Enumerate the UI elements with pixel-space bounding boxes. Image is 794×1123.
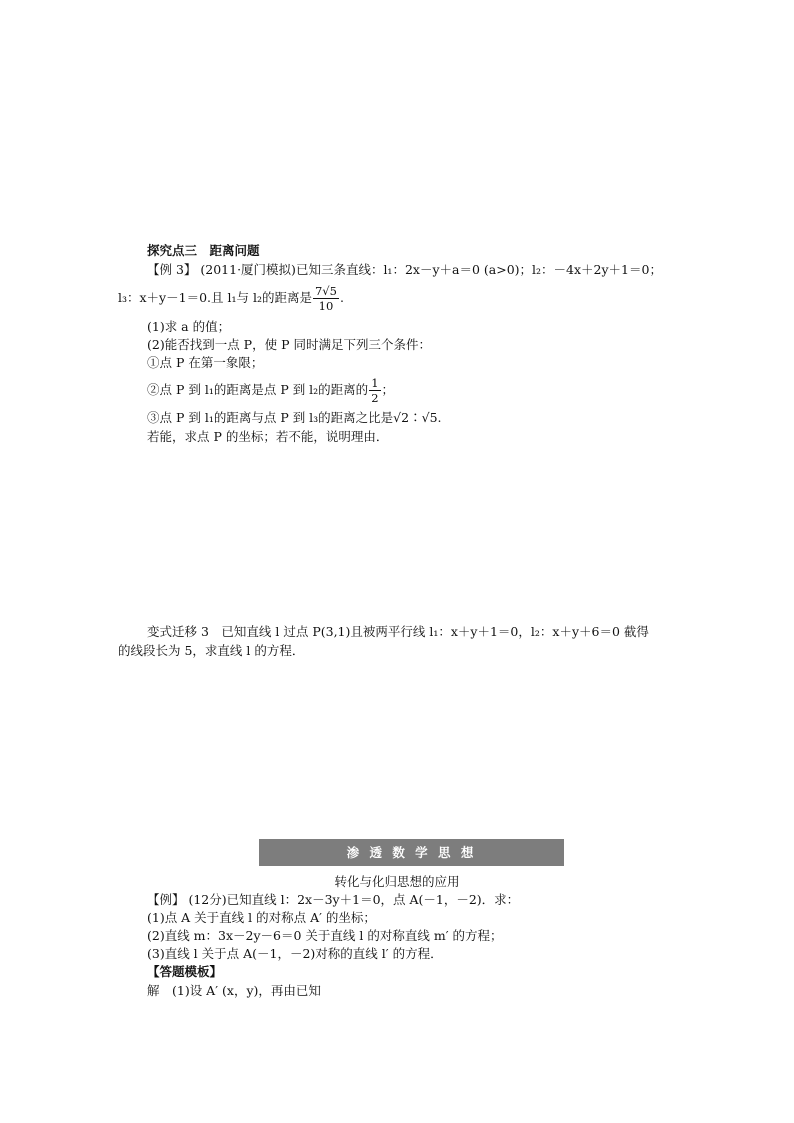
example3-line2-pre: l₃：x＋y－1＝0.且 l₁与 l₂的距离是 [118, 290, 312, 305]
example-line1: 【例】 (12分)已知直线 l：2x－3y＋1＝0，点 A(－1，－2)．求： [147, 892, 520, 907]
example-title: 转化与化归思想的应用 [334, 874, 460, 889]
example-question-2: (2)直线 m：3x－2y－6＝0 关于直线 l 的对称直线 m′ 的方程； [147, 928, 503, 943]
variant3-line1: 变式迁移 3 已知直线 l 过点 P(3,1)且被两平行线 l₁：x＋y＋1＝0，l₂：x＋y＋6＝0 截得 [147, 624, 649, 639]
answer-template-label: 【答题模板】 [147, 964, 223, 979]
distance-fraction-den: 10 [318, 299, 334, 313]
condition-3: ③点 P 到 l₁的距离与点 P 到 l₃的距离之比是√2∶√5. [147, 410, 442, 425]
solution-start: 解 (1)设 A′ (x，y)，再由已知 [147, 983, 321, 998]
half-fraction-num: 1 [371, 376, 379, 390]
example-question-3: (3)直线 l 关于点 A(－1，－2)对称的直线 l′ 的方程． [147, 946, 443, 961]
condition-1: ①点 P 在第一象限； [147, 355, 264, 370]
example3-line2-post: . [339, 290, 344, 305]
question-1: (1)求 a 的值； [147, 319, 231, 334]
section-banner: 渗 透 数 学 思 想 [259, 839, 564, 866]
condition-2-post: ； [381, 382, 395, 397]
condition-2-pre: ②点 P 到 l₁的距离是点 P 到 l₂的距离的 [147, 382, 369, 397]
example3-ask: 若能，求点 P 的坐标；若不能，说明理由． [147, 429, 389, 444]
distance-fraction [313, 284, 339, 313]
section-title: 探究点三 距离问题 [147, 243, 260, 258]
distance-fraction-num: 7√5 [314, 284, 337, 298]
example-question-1: (1)点 A 关于直线 l 的对称点 A′ 的坐标； [147, 910, 376, 925]
condition-2 [147, 376, 394, 405]
half-fraction-den: 2 [371, 391, 379, 405]
example3-line1: 【例 3】 (2011·厦门模拟)已知三条直线：l₁：2x－y＋a＝0 (a>0)；l₂：－4x＋2y＋1＝0； [147, 262, 662, 277]
question-2: (2)能否找到一点 P，使 P 同时满足下列三个条件： [147, 337, 431, 352]
half-fraction [369, 376, 380, 405]
variant3-line2: 的线段长为 5，求直线 l 的方程． [118, 643, 305, 658]
example3-line2 [118, 284, 344, 313]
